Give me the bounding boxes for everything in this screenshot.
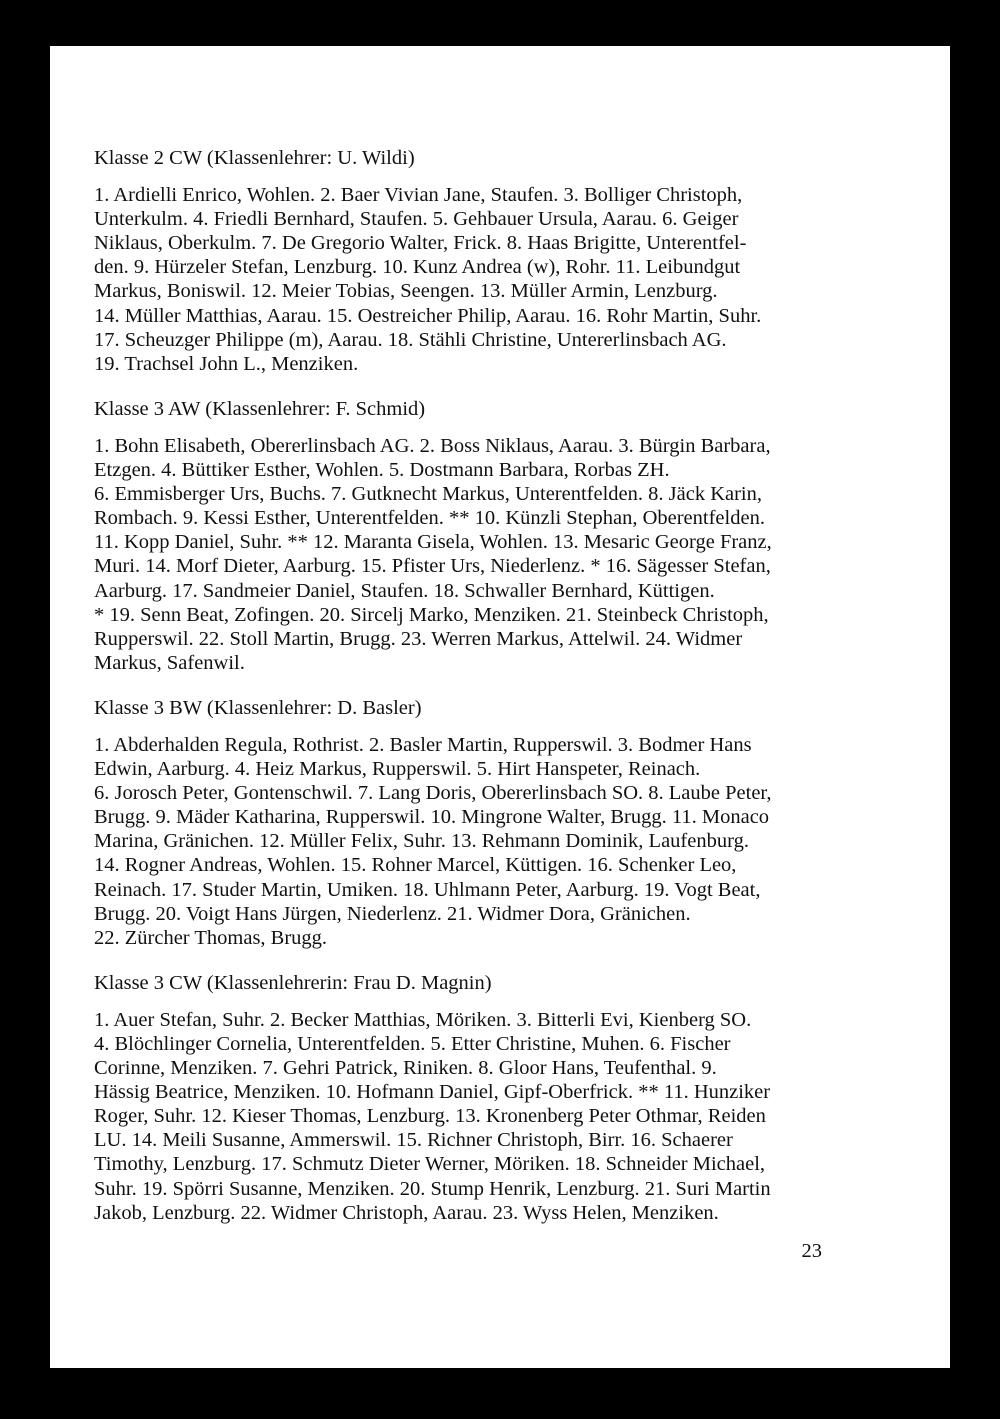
text-line: 1. Auer Stefan, Suhr. 2. Becker Matthias, Möriken. 3. Bitterli Evi, Kienberg SO.	[94, 1008, 752, 1031]
text-line: Muri. 14. Morf Dieter, Aarburg. 15. Pfister Urs, Niederlenz. * 16. Sägesser Stefan,	[94, 555, 771, 578]
page-content	[94, 146, 874, 1246]
text-line: 11. Kopp Daniel, Suhr. ** 12. Maranta Gisela, Wohlen. 13. Mesaric George Franz,	[94, 531, 772, 554]
text-line: Markus, Safenwil.	[94, 651, 245, 674]
text-line: 14. Rogner Andreas, Wohlen. 15. Rohner Marcel, Küttigen. 16. Schenker Leo,	[94, 854, 737, 877]
text-line: 6. Emmisberger Urs, Buchs. 7. Gutknecht Markus, Unterentfelden. 8. Jäck Karin,	[94, 483, 762, 506]
section-klasse-3bw	[94, 696, 874, 950]
text-line: 1. Ardielli Enrico, Wohlen. 2. Baer Vivian Jane, Staufen. 3. Bolliger Christoph,	[94, 184, 743, 207]
section-heading: Klasse 3 BW (Klassenlehrer: D. Basler)	[94, 696, 422, 719]
text-line: Hässig Beatrice, Menziken. 10. Hofmann Daniel, Gipf-Oberfrick. ** 11. Hunziker	[94, 1081, 771, 1104]
text-line: * 19. Senn Beat, Zofingen. 20. Sircelj Marko, Menziken. 21. Steinbeck Christoph,	[94, 603, 769, 626]
section-klasse-2cw	[94, 146, 874, 376]
text-line: 6. Jorosch Peter, Gontenschwil. 7. Lang Doris, Obererlinsbach SO. 8. Laube Peter,	[94, 782, 772, 805]
section-body	[94, 434, 874, 675]
section-body	[94, 183, 874, 376]
text-line: Brugg. 20. Voigt Hans Jürgen, Niederlenz. 21. Widmer Dora, Gränichen.	[94, 902, 691, 925]
section-klasse-3cw	[94, 971, 874, 1225]
section-klasse-3aw	[94, 397, 874, 675]
text-line: LU. 14. Meili Susanne, Ammerswil. 15. Richner Christoph, Birr. 16. Schaerer	[94, 1129, 733, 1152]
text-line: Markus, Boniswil. 12. Meier Tobias, Seengen. 13. Müller Armin, Lenzburg.	[94, 280, 718, 303]
text-line: Marina, Gränichen. 12. Müller Felix, Suhr. 13. Rehmann Dominik, Laufenburg.	[94, 830, 749, 853]
text-line: Rupperswil. 22. Stoll Martin, Brugg. 23. Werren Markus, Attelwil. 24. Widmer	[94, 627, 743, 650]
text-line: Unterkulm. 4. Friedli Bernhard, Staufen. 5. Gehbauer Ursula, Aarau. 6. Geiger	[94, 208, 739, 231]
section-heading: Klasse 3 AW (Klassenlehrer: F. Schmid)	[94, 397, 426, 420]
text-line: 14. Müller Matthias, Aarau. 15. Oestreicher Philip, Aarau. 16. Rohr Martin, Suhr.	[94, 304, 762, 327]
document-page	[50, 46, 950, 1368]
text-line: 19. Trachsel John L., Menziken.	[94, 352, 359, 375]
text-line: den. 9. Hürzeler Stefan, Lenzburg. 10. Kunz Andrea (w), Rohr. 11. Leibundgut	[94, 256, 741, 279]
section-body	[94, 733, 874, 950]
section-body	[94, 1008, 874, 1225]
text-line: Timothy, Lenzburg. 17. Schmutz Dieter Werner, Möriken. 18. Schneider Michael,	[94, 1153, 766, 1176]
text-line: 1. Bohn Elisabeth, Obererlinsbach AG. 2. Boss Niklaus, Aarau. 3. Bürgin Barbara,	[94, 434, 771, 457]
section-heading: Klasse 2 CW (Klassenlehrer: U. Wildi)	[94, 147, 415, 169]
page-number: 23	[801, 1240, 822, 1262]
text-line: Roger, Suhr. 12. Kieser Thomas, Lenzburg. 13. Kronenberg Peter Othmar, Reiden	[94, 1105, 766, 1128]
text-line: 22. Zürcher Thomas, Brugg.	[94, 926, 328, 949]
text-line: 17. Scheuzger Philippe (m), Aarau. 18. Stähli Christine, Untererlinsbach AG.	[94, 328, 727, 351]
text-line: Brugg. 9. Mäder Katharina, Rupperswil. 10. Mingrone Walter, Brugg. 11. Monaco	[94, 806, 770, 829]
section-heading: Klasse 3 CW (Klassenlehrerin: Frau D. Magnin)	[94, 971, 492, 994]
text-line: Suhr. 19. Spörri Susanne, Menziken. 20. Stump Henrik, Lenzburg. 21. Suri Martin	[94, 1177, 771, 1200]
text-line: Etzgen. 4. Büttiker Esther, Wohlen. 5. Dostmann Barbara, Rorbas ZH.	[94, 459, 670, 482]
text-line: Aarburg. 17. Sandmeier Daniel, Staufen. 18. Schwaller Bernhard, Küttigen.	[94, 579, 715, 602]
text-line: 4. Blöchlinger Cornelia, Unterentfelden. 5. Etter Christine, Muhen. 6. Fischer	[94, 1033, 731, 1055]
text-line: 1. Abderhalden Regula, Rothrist. 2. Basler Martin, Rupperswil. 3. Bodmer Hans	[94, 733, 752, 756]
text-line: Reinach. 17. Studer Martin, Umiken. 18. Uhlmann Peter, Aarburg. 19. Vogt Beat,	[94, 878, 761, 901]
text-line: Niklaus, Oberkulm. 7. De Gregorio Walter, Frick. 8. Haas Brigitte, Unterentfel-	[94, 232, 747, 255]
text-line: Edwin, Aarburg. 4. Heiz Markus, Rupperswil. 5. Hirt Hanspeter, Reinach.	[94, 758, 701, 781]
text-line: Rombach. 9. Kessi Esther, Unterentfelden. ** 10. Künzli Stephan, Oberentfelden.	[94, 507, 765, 530]
text-line: Jakob, Lenzburg. 22. Widmer Christoph, Aarau. 23. Wyss Helen, Menziken.	[94, 1201, 719, 1224]
text-line: Corinne, Menziken. 7. Gehri Patrick, Riniken. 8. Gloor Hans, Teufenthal. 9.	[94, 1057, 717, 1080]
